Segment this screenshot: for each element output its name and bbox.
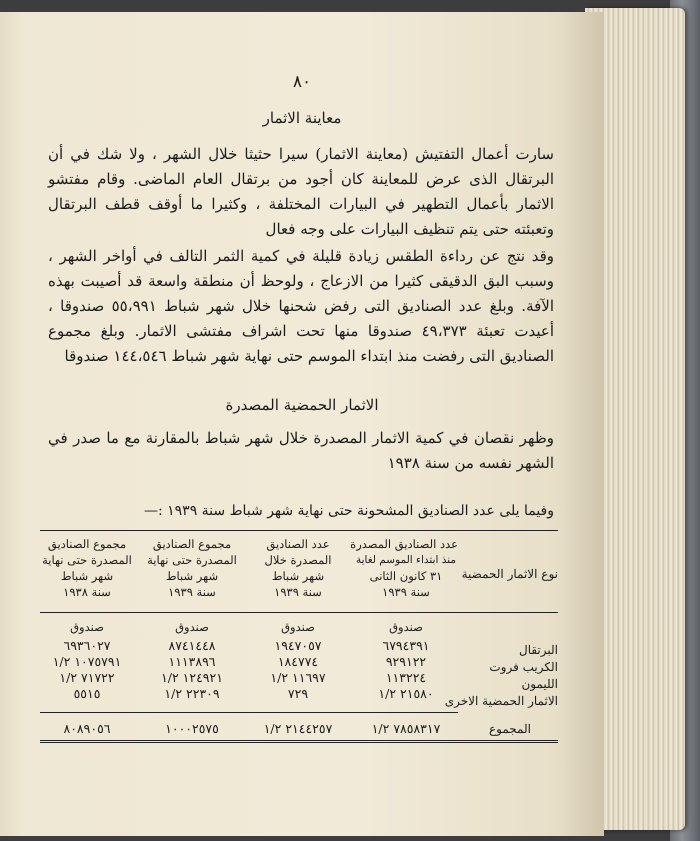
table-cell: ٢٢٣٠٩ ١/٢ [164, 686, 220, 701]
unit-label: صندوق [281, 620, 315, 634]
table-column-4-values [40, 638, 134, 702]
paragraph-inspection: سارت أعمال التفتيش (معاينة الاثمار) سيرا حثيثا خلال الشهر ، ولا شك في أن البرتقال الذى عرض للمعاينة كان أجود من برتقال العام الماضى. وقام مفتشو الاثمار بأعمال التطهير في البيارات المختلفة ، وكثيرا ما أوقف قطف البرتقال وتعبئته حتى يتم تنظيف البيارات على وجه فعال [48, 145, 554, 238]
header-line: المصدرة خلال [264, 553, 332, 567]
section-heading-fruit-inspection: معاينة الاثمار [262, 109, 342, 127]
header-line: عدد الصناديق [266, 537, 330, 551]
unit-label: صندوق [175, 620, 209, 634]
table-header-col-3 [142, 536, 242, 600]
section-heading-citrus-exports: الاثمار الحمضية المصدرة [225, 396, 379, 414]
table-cell: ١١٣٢٢٤ [385, 670, 427, 685]
header-line: مجموع الصناديق [152, 537, 232, 551]
page-number: ٨٠ [292, 72, 312, 92]
table-top-rule [40, 530, 558, 531]
header-line: المصدرة حتى نهاية [147, 553, 237, 567]
table-header-type: نوع الاثمار الحمضية [461, 567, 558, 581]
header-line: سنة ١٩٣٩ [382, 585, 430, 599]
book-page [0, 12, 604, 836]
header-line: ٣١ كانون الثانى [369, 569, 443, 583]
table-column-3-values [142, 638, 242, 702]
table-total-cell: ٢١٤٤٢٥٧ ١/٢ [263, 721, 333, 736]
table-cell: ٧٢٩ [287, 686, 309, 701]
table-row-label: الليمون [521, 677, 558, 691]
table-column-1-values [354, 638, 458, 702]
header-line: شهر شباط [60, 569, 114, 583]
table-intro: وفيما يلى عدد الصناديق المشحونة حتى نهاية شهر شباط سنة ١٩٣٩ :— [143, 503, 554, 519]
header-line: سنة ١٩٣٩ [168, 585, 216, 599]
table-cell: ٥٥١٥ [73, 686, 101, 701]
table-row-label: الاثمار الحمضية الاخرى [444, 694, 558, 708]
table-total-label: المجموع [489, 722, 531, 736]
header-line: شهر شباط [271, 569, 325, 583]
table-subtotal-rule [40, 712, 458, 713]
table-cell: ١٠٧٥٧٩١ ١/٢ [52, 654, 122, 669]
paragraph-exports: وظهر نقصان في كمية الاثمار المصدرة خلال شهر شباط بالمقارنة مع ما صدر في الشهر نفسه من سنة ١٩٣٨ [48, 429, 554, 472]
table-cell: ٢١٥٨٠ ١/٢ [378, 686, 434, 701]
table-total-cell: ١٠٠٠٢٥٧٥ [165, 721, 219, 736]
header-line: مجموع الصناديق [47, 537, 127, 551]
table-cell: ٩٢٩١٢٢ [385, 654, 427, 669]
unit-label: صندوق [389, 620, 423, 634]
header-line: المصدرة حتى نهاية [42, 553, 132, 567]
table-total-cell: ٧٨٥٨٣١٧ ١/٢ [371, 721, 441, 736]
header-line: شهر شباط [165, 569, 219, 583]
header-line: سنة ١٩٣٨ [63, 585, 111, 599]
unit-label: صندوق [70, 620, 104, 634]
header-line: منذ ابتداء الموسم لغاية [355, 554, 457, 566]
table-header-col-4 [40, 536, 134, 600]
header-line: عدد الصناديق المصدرة [350, 537, 458, 551]
table-cell: ٨٧٤١٤٤٨ [168, 638, 216, 653]
table-header-col-1 [350, 536, 458, 600]
header-line: سنة ١٩٣٩ [274, 585, 322, 599]
table-cell: ٦٧٩٤٣٩١ [382, 638, 430, 653]
table-row-label: الكريب فروت [489, 660, 558, 674]
table-cell: ١١٦٩٧ ١/٢ [270, 670, 326, 685]
table-cell: ١٩٤٧٠٥٧ [274, 638, 322, 653]
table-cell: ٧١٧٢٢ ١/٢ [59, 670, 115, 685]
table-cell: ٦٩٣٦٠٢٧ [63, 638, 111, 653]
table-bottom-rule [40, 740, 558, 743]
table-cell: ١٢٤٩٢١ ١/٢ [161, 670, 223, 685]
table-total-cell: ٨٠٨٩٠٥٦ [63, 721, 111, 736]
table-header-col-2 [250, 536, 346, 600]
table-column-2-values [250, 638, 346, 702]
table-cell: ١٨٤٧٧٤ [277, 654, 319, 669]
paragraph-weather: وقد نتج عن رداءة الطقس زيادة قليلة في كمية الثمر التالف في أواخر الشهر ، وسبب البق الدقيقى كثيرا من الازعاج ، ولوحظ أن منطقة واسعة قد أصيبت بهذه الآفة. وبلغ عدد الصناديق التى رفض شحنها خلال شهر شباط ٥٥،٩٩١ صندوقا ، أعيدت تعبئة ٤٩،٣٧٣ صندوقا منها تحت اشراف مفتشى الاثمار. وبلغ مجموع الصناديق التى رفضت منذ ابتداء الموسم حتى نهاية شهر شباط ١٤٤،٥٤٦ صندوقا [48, 247, 555, 365]
table-cell: ١١١٣٨٩٦ [168, 654, 216, 669]
table-header-rule [40, 612, 558, 613]
table-row-label: البرتقال [518, 643, 558, 657]
